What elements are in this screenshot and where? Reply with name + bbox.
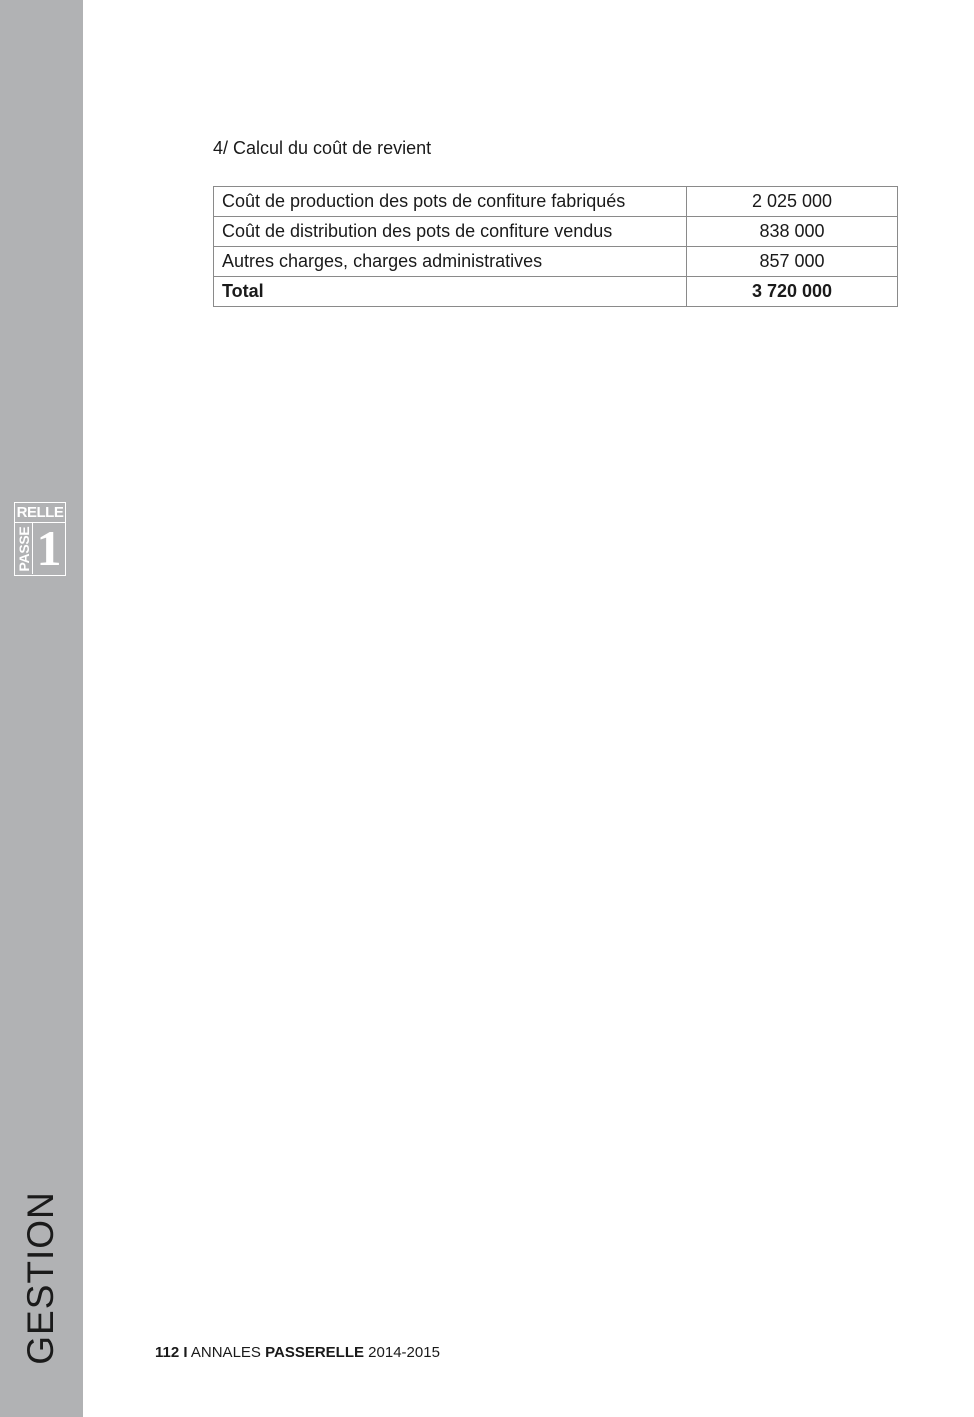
logo-top-text: RELLE xyxy=(16,504,64,521)
logo-number: 1 xyxy=(36,520,62,576)
footer-separator: I xyxy=(183,1344,188,1361)
row-label: Coût de distribution des pots de confiture vendus xyxy=(214,217,687,247)
passerelle-logo xyxy=(14,502,66,576)
footer-brand: PASSERELLE xyxy=(265,1344,364,1361)
total-value: 3 720 000 xyxy=(687,277,898,307)
row-label: Coût de production des pots de confiture fabriqués xyxy=(214,187,687,217)
total-row xyxy=(214,277,898,307)
row-value: 838 000 xyxy=(687,217,898,247)
page-number: 112 xyxy=(155,1344,180,1361)
section-heading: 4/ Calcul du coût de revient xyxy=(213,138,432,158)
page-footer xyxy=(155,1344,440,1361)
footer-prefix: ANNALES xyxy=(190,1344,261,1361)
table-row xyxy=(214,247,898,277)
table-row xyxy=(214,187,898,217)
logo-left-block xyxy=(15,523,33,574)
row-value: 2 025 000 xyxy=(687,187,898,217)
row-value: 857 000 xyxy=(687,247,898,277)
section-label: GESTION xyxy=(20,1191,61,1365)
logo-left-text: PASSE xyxy=(15,526,32,571)
sidebar xyxy=(0,0,83,1417)
footer-years: 2014-2015 xyxy=(368,1344,440,1361)
cost-table xyxy=(213,186,898,307)
total-label: Total xyxy=(214,277,687,307)
table-row xyxy=(214,217,898,247)
row-label: Autres charges, charges administratives xyxy=(214,247,687,277)
